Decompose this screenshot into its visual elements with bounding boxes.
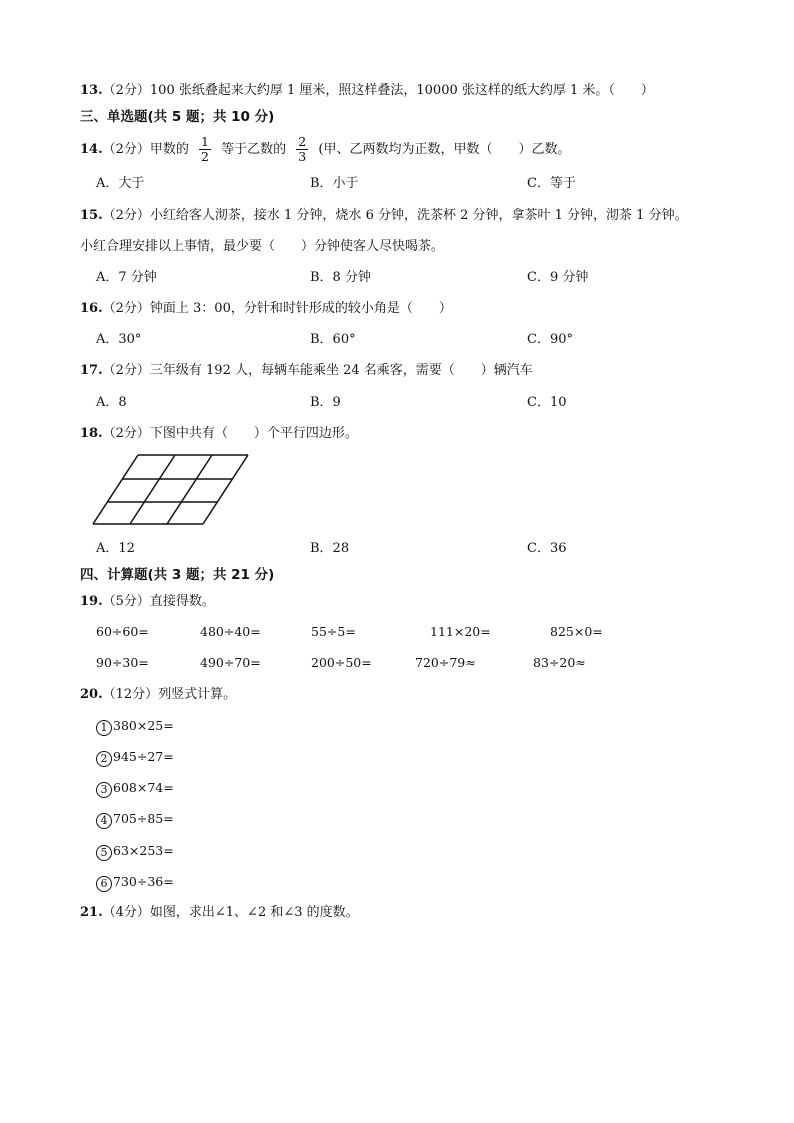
vertical-calc-item-2 [96,748,174,767]
question-text: （12分）列竖式计算。 [102,687,237,702]
question-15-line2: 小红合理安排以上事情，最少要（ ）分钟使客人尽快喝茶。 [80,239,445,254]
vertical-calc-item-1 [96,717,174,736]
option-a: A．12 [96,541,135,556]
circled-number: 6 [96,876,112,892]
vertical-calc-item-4 [96,810,174,829]
circled-number: 5 [96,845,112,861]
grid-line-v2 [167,455,212,524]
question-text: （2分）钟面上 3：00，分针和时针形成的较小角是（ ） [102,301,452,316]
option-b: B．60° [310,332,356,347]
option-c: C．90° [527,332,573,347]
question-number: 14. [80,142,103,157]
option-c: C．9 分钟 [527,270,589,285]
option-b: B．8 分钟 [310,270,371,285]
fraction-two-thirds [296,135,308,164]
circled-number: 2 [96,751,112,767]
option-b: B．28 [310,541,350,556]
question-13 [80,82,654,100]
question-17 [80,362,533,380]
option-a: A．8 [96,395,127,410]
vertical-calc-item-5 [96,842,174,861]
question-text: （4分）如图，求出∠1、∠2 和∠3 的度数。 [102,905,359,920]
question-number: 18. [80,426,103,441]
question-text: （2分）下图中共有（ ）个平行四边形。 [102,426,358,441]
question-number: 17. [80,363,103,378]
fraction-denominator: 3 [298,149,307,164]
circled-number: 1 [96,720,112,736]
question-text: （2分）100 张纸叠起来大约厚 1 厘米，照这样叠法，10000 张这样的纸大约厚 1 米。（ ） [102,83,654,98]
grid-line-v1 [130,455,175,524]
circled-number: 4 [96,813,112,829]
option-c: C．10 [527,395,567,410]
calc-expression: 705÷85= [113,811,174,826]
question-20 [80,686,236,704]
calc-item: 90÷30= [96,655,149,670]
fraction-numerator: 2 [298,134,307,149]
option-a: A．7 分钟 [96,270,157,285]
option-a: A．大于 [96,176,145,191]
vertical-calc-item-6 [96,873,174,892]
fraction-numerator: 1 [201,134,209,149]
section-heading-single-choice: 三、单选题(共 5 题；共 10 分) [80,109,275,125]
calc-item: 111×20= [430,624,491,639]
circled-number: 3 [96,782,112,798]
option-c: C．等于 [527,176,576,191]
question-text-post: (甲、乙两数均为正数，甲数（ ）乙数。 [318,142,571,157]
question-19 [80,593,215,611]
option-a: A．30° [96,332,142,347]
fraction-one-half [199,135,211,164]
question-15 [80,207,688,225]
calc-item: 55÷5= [311,624,356,639]
calc-expression: 945÷27= [113,749,174,764]
calc-item: 200÷50= [311,655,372,670]
calc-expression: 730÷36= [113,874,174,889]
question-text: （2分）三年级有 192 人，每辆车能乘坐 24 名乘客，需要（ ）辆汽车 [102,363,533,378]
question-number: 21. [80,905,103,920]
fraction-denominator: 2 [201,149,209,164]
question-text: （5分）直接得数。 [102,594,215,609]
calc-expression: 608×74= [113,780,174,795]
calc-item: 720÷79≈ [415,655,476,670]
grid-line-left [93,455,138,524]
question-number: 13. [80,83,103,98]
vertical-calc-item-3 [96,779,174,798]
calc-item: 60÷60= [96,624,149,639]
section-heading-calculation: 四、计算题(共 3 题；共 21 分) [80,567,275,583]
question-text-mid: 等于乙数的 [221,142,287,157]
question-16 [80,300,452,318]
question-number: 15. [80,208,103,223]
parallelogram-grid-figure [90,452,254,528]
option-b: B．9 [310,395,341,410]
calc-expression: 63×253= [113,843,174,858]
question-number: 19. [80,594,103,609]
calc-item: 480÷40= [200,624,261,639]
calc-expression: 380×25= [113,718,174,733]
question-18 [80,425,358,443]
question-number: 20. [80,687,103,702]
grid-line-right [203,455,248,524]
calc-item: 825×0= [550,624,603,639]
option-b: B．小于 [310,176,359,191]
question-text: （2分）小红给客人沏茶，接水 1 分钟，烧水 6 分钟，洗茶杯 2 分钟，拿茶叶 1 分钟，沏茶 1 分钟。 [102,208,688,223]
calc-item: 490÷70= [200,655,261,670]
question-number: 16. [80,301,103,316]
question-text-pre: （2分）甲数的 [102,142,189,157]
question-21 [80,904,359,922]
calc-item: 83÷20≈ [533,655,586,670]
question-14 [80,135,570,164]
option-c: C．36 [527,541,567,556]
